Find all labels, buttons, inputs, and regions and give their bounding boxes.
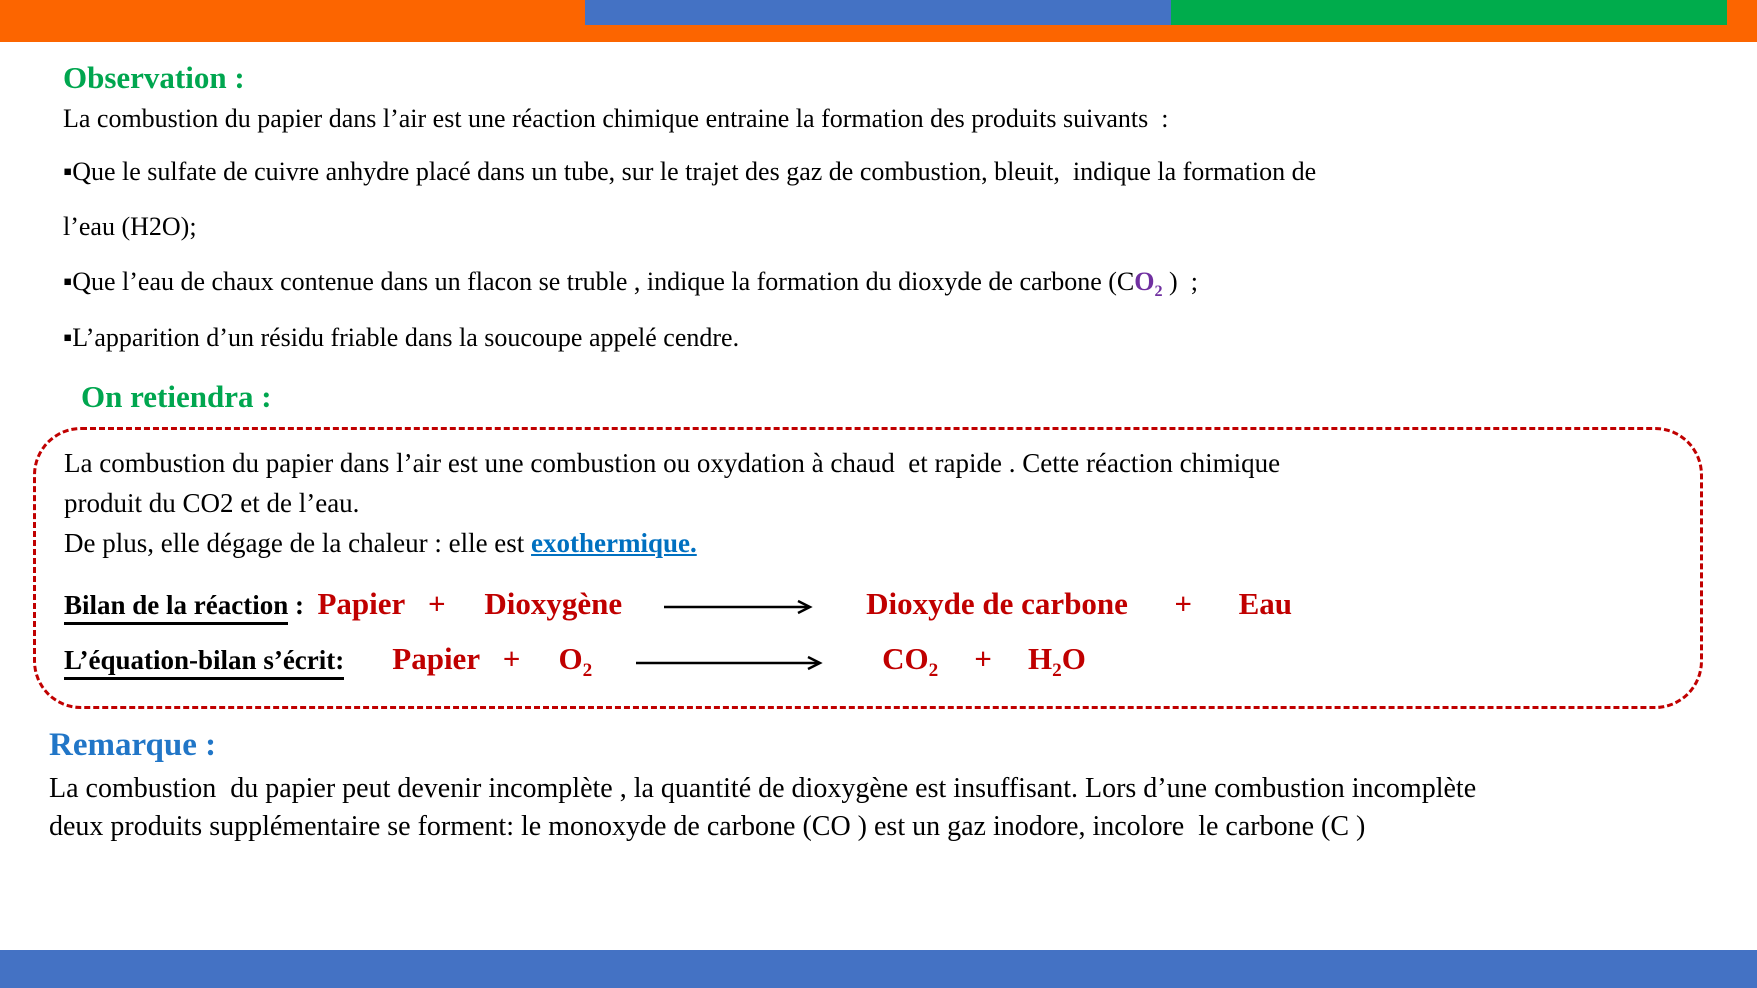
remarque-heading: Remarque : bbox=[49, 726, 217, 763]
summary-line-1: La combustion du papier dans l’air est une combustion ou oxydation à chaud et rapide . Cette réaction chimique bbox=[64, 447, 1281, 478]
remarque-section bbox=[49, 727, 1717, 846]
summary-line-2: produit du CO2 et de l’eau. bbox=[64, 487, 360, 518]
summary-line-3-text: De plus, elle dégage de la chaleur : elle est bbox=[64, 527, 532, 558]
retenir-heading: On retiendra : bbox=[81, 378, 272, 414]
summary-line-3 bbox=[64, 524, 1682, 564]
equation-row bbox=[64, 641, 1682, 682]
observation-bullet-list bbox=[63, 144, 1717, 365]
top-bar-green-segment bbox=[1171, 0, 1727, 25]
bilan-label: Bilan de la réaction bbox=[64, 590, 288, 625]
observation-heading: Observation : bbox=[63, 60, 245, 95]
bullet-co2-tail: ) ; bbox=[1162, 267, 1198, 297]
remarque-line-2: deux produits supplémentaire se forment: le monoxyde de carbone (CO ) est un gaz inodore, incolore le carbone (C ) bbox=[49, 810, 1366, 842]
content-area bbox=[49, 60, 1717, 846]
bilan-row bbox=[64, 586, 1682, 625]
bullet-item-ash: ▪L’apparition d’un résidu friable dans la soucoupe appelé cendre. bbox=[63, 322, 740, 352]
bullet-item-water-2: l’eau (H2O); bbox=[63, 212, 197, 242]
bullet-item-water-1: ▪Que le sulfate de cuivre anhydre placé dans un tube, sur le trajet des gaz de combustion, bleuit, indique la formation de bbox=[63, 157, 1317, 186]
bullet-co2-text: ▪Que l’eau de chaux contenue dans un flacon se truble , indique la formation du dioxyde de carbone (C bbox=[63, 267, 1135, 297]
equation-label: L’équation-bilan s’écrit: bbox=[64, 645, 344, 680]
bullet-item-co2 bbox=[63, 254, 1717, 309]
co2-formula: $O_2$ bbox=[1134, 267, 1163, 301]
equation-plus-sign: + bbox=[974, 640, 992, 676]
bilan-products: Dioxyde de carbone + Eau bbox=[866, 585, 1293, 621]
remarque-line-1: La combustion du papier peut devenir incomplète , la quantité de dioxygène est insuffisant. Lors d’une combustion incomplète bbox=[49, 772, 1477, 804]
top-bar-blue-segment bbox=[585, 0, 1171, 25]
equation-arrow-icon bbox=[634, 654, 824, 672]
equation-reactant-papier: Papier + bbox=[392, 640, 521, 676]
top-bar-orange bbox=[0, 0, 1757, 42]
bilan-reactants: Papier + Dioxygène bbox=[317, 585, 623, 621]
bottom-bar-blue bbox=[0, 950, 1757, 988]
observation-intro: La combustion du papier dans l’air est une réaction chimique entraine la formation des produits suivants : bbox=[63, 104, 1169, 133]
equation-product-h2o: $H_2O$ bbox=[1027, 640, 1086, 681]
reaction-arrow-icon bbox=[662, 598, 814, 616]
summary-dashed-box bbox=[33, 427, 1703, 709]
equation-reactant-o2: $O_2$ bbox=[558, 640, 593, 681]
bilan-colon: : bbox=[288, 589, 318, 620]
exothermique-link[interactable]: exothermique. bbox=[531, 527, 697, 558]
equation-product-co2: $CO_2$ bbox=[882, 640, 939, 681]
